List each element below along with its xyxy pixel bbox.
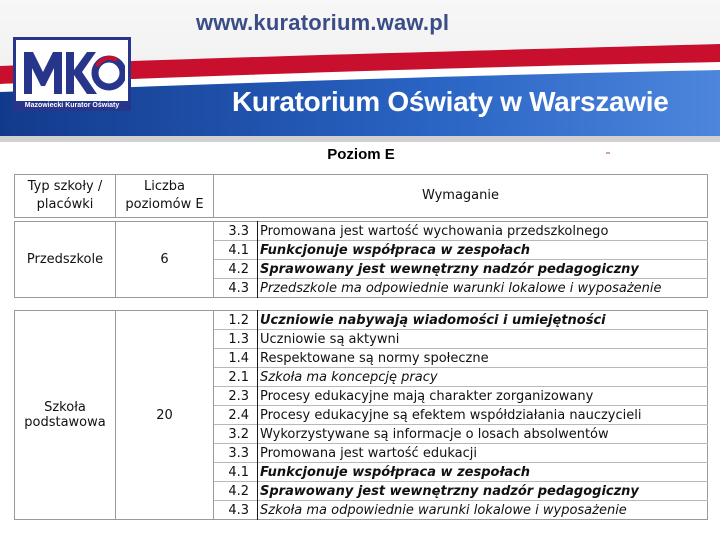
header-banner — [0, 0, 720, 142]
header-school-type: Typ szkoły / placówki — [15, 175, 116, 218]
requirement-number: 3.3 — [214, 222, 258, 241]
requirement-text: Szkoła ma odpowiednie warunki lokalowe i wyposażenie — [258, 501, 708, 520]
requirement-number: 4.2 — [214, 260, 258, 279]
header-level-count: Liczba poziomów E — [116, 175, 214, 218]
level-count-cell: 20 — [116, 311, 214, 520]
requirement-number: 1.4 — [214, 349, 258, 368]
group-table-szkola-podstawowa — [14, 310, 708, 520]
requirement-number: 3.3 — [214, 444, 258, 463]
mko-logo — [13, 37, 131, 111]
requirement-row — [15, 311, 708, 330]
website-url: www.kuratorium.waw.pl — [196, 10, 450, 35]
requirement-text: Uczniowie są aktywni — [258, 330, 708, 349]
decorative-dot — [606, 152, 610, 154]
group-rows-przedszkole — [15, 222, 708, 298]
requirement-text: Szkoła ma koncepcję pracy — [258, 368, 708, 387]
requirement-number: 4.1 — [214, 463, 258, 482]
table-header — [14, 174, 708, 218]
requirement-number: 1.3 — [214, 330, 258, 349]
requirement-number: 4.2 — [214, 482, 258, 501]
section-title-text: Poziom E — [327, 146, 395, 163]
requirement-number: 4.3 — [214, 501, 258, 520]
requirement-text: Funkcjonuje współpraca w zespołach — [258, 463, 708, 482]
requirement-text: Procesy edukacyjne są efektem współdziałania nauczycieli — [258, 406, 708, 425]
requirement-text: Promowana jest wartość edukacji — [258, 444, 708, 463]
group-rows-szkola-podstawowa — [15, 311, 708, 520]
level-count-cell: 6 — [116, 222, 214, 298]
requirement-text: Sprawowany jest wewnętrzny nadzór pedagogiczny — [258, 260, 708, 279]
school-type-cell: Przedszkole — [15, 222, 116, 298]
requirement-row — [15, 222, 708, 241]
requirement-number: 2.3 — [214, 387, 258, 406]
mko-logo-mark — [21, 44, 125, 100]
requirement-text: Procesy edukacyjne mają charakter zorganizowany — [258, 387, 708, 406]
requirement-number: 1.2 — [214, 311, 258, 330]
requirement-text: Promowana jest wartość wychowania przedszkolnego — [258, 222, 708, 241]
group-table-przedszkole — [14, 221, 708, 298]
requirement-number: 4.3 — [214, 279, 258, 298]
requirement-number: 2.4 — [214, 406, 258, 425]
requirement-text: Sprawowany jest wewnętrzny nadzór pedagogiczny — [258, 482, 708, 501]
requirement-number: 2.1 — [214, 368, 258, 387]
section-title — [0, 146, 720, 163]
requirement-number: 3.2 — [214, 425, 258, 444]
requirement-text: Respektowane są normy społeczne — [258, 349, 708, 368]
requirement-text: Wykorzystywane są informacje o losach absolwentów — [258, 425, 708, 444]
requirement-text: Przedszkole ma odpowiednie warunki lokalowe i wyposażenie — [258, 279, 708, 298]
logo-subtitle: Mazowiecki Kurator Oświaty — [16, 101, 128, 111]
header-requirement: Wymaganie — [214, 175, 708, 218]
requirement-text: Uczniowie nabywają wiadomości i umiejętności — [258, 311, 708, 330]
requirement-number: 4.1 — [214, 241, 258, 260]
school-type-cell: Szkoła podstawowa — [15, 311, 116, 520]
requirement-text: Funkcjonuje współpraca w zespołach — [258, 241, 708, 260]
banner-title: Kuratorium Oświaty w Warszawie — [232, 86, 669, 117]
